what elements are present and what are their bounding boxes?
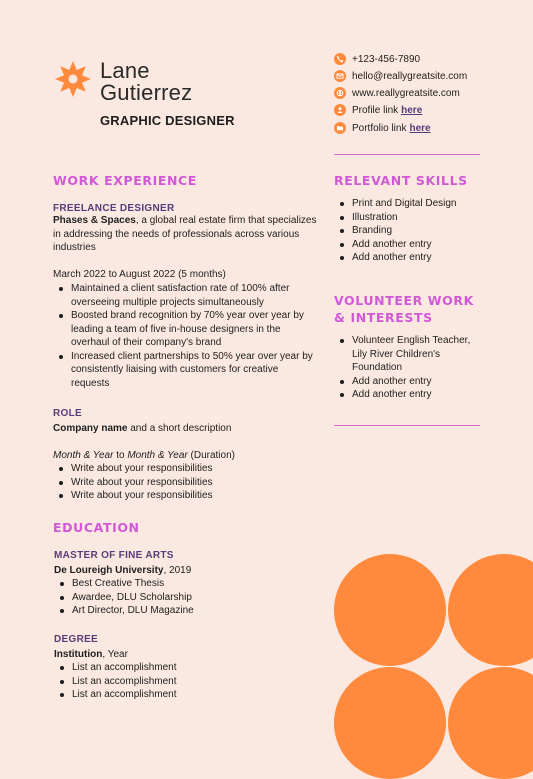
job1-bullets: [53, 282, 313, 390]
volunteer-heading-line1: VOLUNTEER WORK: [334, 293, 474, 308]
contact-email-text[interactable]: hello@reallygreatsite.com: [352, 70, 468, 82]
profile-icon: [334, 104, 346, 116]
contact-website-text[interactable]: www.reallygreatsite.com: [352, 87, 460, 99]
degree2-bullets: [54, 661, 294, 702]
job1-company-name: Phases & Spaces: [53, 215, 136, 226]
degree2-title: DEGREE: [54, 634, 99, 645]
job2-company: [53, 422, 231, 436]
relevant-skills-heading: RELEVANT SKILLS: [334, 173, 468, 188]
list-item: Add another entry: [334, 388, 476, 402]
work-experience-heading: WORK EXPERIENCE: [53, 173, 197, 188]
decorative-circle: [334, 667, 446, 779]
job2-bullets: [53, 462, 313, 503]
contact-phone-text: +123-456-7890: [352, 53, 421, 65]
list-item: Illustration: [334, 211, 484, 225]
folder-icon: [334, 122, 346, 134]
degree2-school: [54, 648, 128, 662]
decorative-circle: [448, 554, 533, 666]
volunteer-heading-line2: & INTERESTS: [334, 310, 433, 325]
flower-logo-icon: [54, 60, 92, 98]
contact-website[interactable]: [334, 86, 460, 100]
list-item: List an accomplishment: [54, 688, 294, 702]
degree2-school-name: Institution: [54, 649, 103, 660]
degree1-year: , 2019: [163, 565, 192, 576]
volunteer-divider: [334, 425, 480, 426]
contact-email[interactable]: [334, 69, 467, 83]
list-item: Boosted brand recognition by 70% year over year by leading a team of five in-house designers in the overhaul of their company's brand: [53, 309, 313, 350]
degree1-school-name: De Loureigh University: [54, 565, 164, 576]
job2-period-end: Month & Year: [127, 450, 188, 461]
list-item: Add another entry: [334, 375, 476, 389]
contact-phone: [334, 52, 420, 66]
list-item: Maintained a client satisfaction rate of 100% after overseeing multiple projects simultaneously: [53, 282, 313, 309]
list-item: Awardee, DLU Scholarship: [54, 591, 294, 605]
job2-period-start: Month & Year: [53, 450, 114, 461]
list-item: Write about your responsibilities: [53, 462, 313, 476]
job1-company-desc: , a global real estate firm that specializes in addressing the needs of professionals across various industries: [53, 215, 317, 253]
email-icon: [334, 70, 346, 82]
list-item: Volunteer English Teacher, Lily River Children's Foundation: [334, 334, 476, 375]
degree1-title: MASTER OF FINE ARTS: [54, 550, 174, 561]
degree1-school: [54, 564, 191, 578]
job2-period-duration: (Duration): [187, 450, 235, 461]
job1-company: [53, 214, 323, 255]
job2-company-desc: and a short description: [127, 423, 232, 434]
volunteer-list: [334, 334, 476, 402]
list-item: List an accomplishment: [54, 661, 294, 675]
job-title: GRAPHIC DESIGNER: [100, 113, 235, 128]
phone-icon: [334, 53, 346, 65]
decorative-circle: [334, 554, 446, 666]
list-item: Print and Digital Design: [334, 197, 484, 211]
job2-company-name: Company name: [53, 423, 128, 434]
contact-profile-text: Profile link: [352, 104, 399, 116]
list-item: Best Creative Thesis: [54, 577, 294, 591]
list-item: Add another entry: [334, 238, 484, 252]
globe-icon: [334, 87, 346, 99]
degree1-bullets: [54, 577, 294, 618]
list-item: Add another entry: [334, 251, 484, 265]
job2-role: ROLE: [53, 408, 82, 419]
skills-list: [334, 197, 484, 265]
contact-profile: [334, 103, 422, 117]
contact-portfolio: [334, 121, 431, 135]
list-item: List an accomplishment: [54, 675, 294, 689]
job2-period: [53, 449, 235, 463]
job1-role: FREELANCE DESIGNER: [53, 203, 175, 214]
list-item: Branding: [334, 224, 484, 238]
profile-link[interactable]: here: [401, 104, 423, 116]
portfolio-link[interactable]: here: [409, 122, 431, 134]
education-heading: EDUCATION: [53, 520, 140, 535]
contacts-divider: [334, 154, 480, 155]
degree2-year: , Year: [102, 649, 128, 660]
list-item: Increased client partnerships to 50% year over year by consistently liaising with customers for creative requests: [53, 350, 313, 391]
contact-portfolio-text: Portfolio link: [352, 122, 407, 134]
job1-period: March 2022 to August 2022 (5 months): [53, 269, 226, 280]
first-name: Lane: [100, 58, 150, 83]
decorative-circle: [448, 667, 533, 779]
job2-period-to: to: [113, 450, 128, 461]
list-item: Write about your responsibilities: [53, 489, 313, 503]
last-name: Gutierrez: [100, 80, 193, 105]
list-item: Write about your responsibilities: [53, 476, 313, 490]
list-item: Art Director, DLU Magazine: [54, 604, 294, 618]
